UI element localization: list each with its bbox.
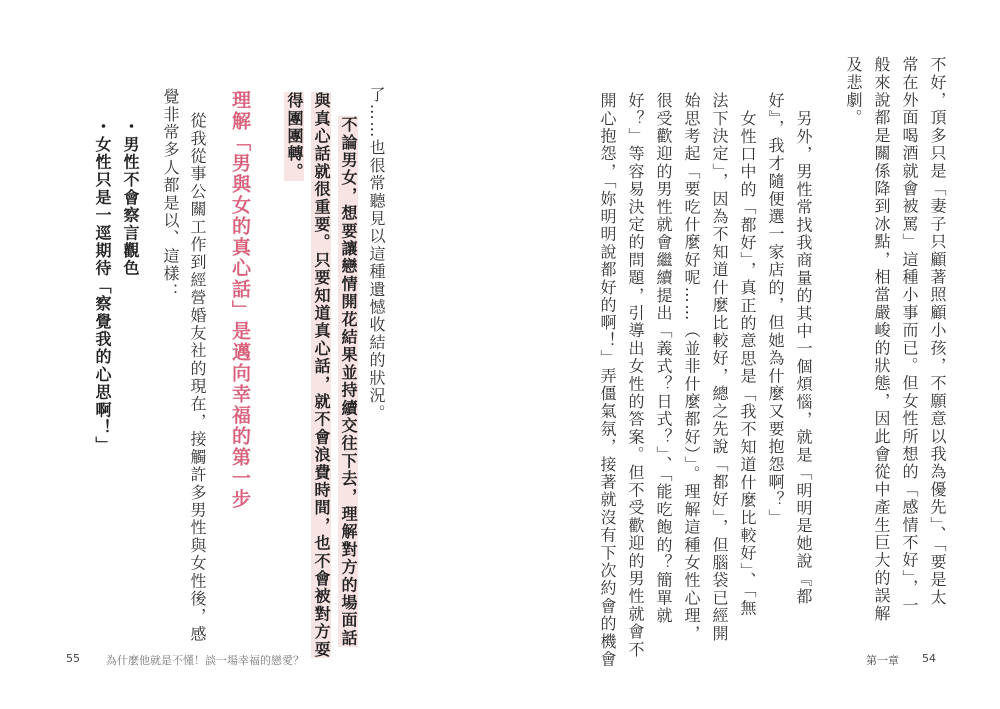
body-column: 開心抱怨，「妳明明說都好的啊！」弄僵氣氛，接著就沒有下次約會的機會 (598, 92, 617, 669)
right-page (500, 0, 1000, 709)
body-column: 很受歡迎的男性就會繼續提出「義式？日式？」、「能吃飽的？簡單就 (654, 92, 673, 625)
body-column: 不好，頂多只是「妻子只顧著照顧小孩，不願意以我為優先」、「要是太 (928, 56, 947, 607)
intro-column: 了……也很常聽見以這種遺憾收結的狀況。 (367, 86, 386, 423)
page-number: 54 (922, 652, 936, 665)
highlight-column: 與真心話就很重要。只要知道真心話，就不會浪費時間，也不會被對方耍 (312, 92, 331, 659)
bullet-item: ・女性只是一逕期待「察覺我的心思啊！」 (93, 118, 112, 455)
body-column: 從我從事公關工作到經營婚友社的現在，接觸許多男性與女性後，感 (188, 112, 207, 643)
body-column: 女性口中的「都好」，真正的意思是「我不知道什麼比較好」、「無 (738, 110, 757, 617)
section-heading: 理解「男與女的真心話」是邁向幸福的第一步 (229, 90, 251, 510)
highlight-column: 不論男女，想要讓戀情開花結果並持續交往下去，理解對方的場面話 (339, 116, 358, 647)
book-title-running-head: 為什麼他就是不懂！談一場幸福的戀愛？ (106, 654, 304, 667)
highlight-column: 得團團轉。 (285, 92, 304, 181)
body-column: 般來說都是關係降到冰點，相當嚴峻的狀態，因此會從中產生巨大的誤解 (872, 56, 891, 623)
bullet-item: ・男性不會察言觀色 (121, 118, 140, 278)
body-column: 好？」等容易決定的問題，引導出女性的答案。但不受歡迎的男性就會不 (626, 92, 645, 659)
body-column: 覺非常多人都是以、這樣： (161, 88, 180, 301)
page-number: 55 (66, 652, 80, 665)
body-column: 常在外面喝酒就會被罵」這種小事而已。但女性所想的「感情不好」，一 (900, 56, 919, 615)
body-column: 及悲劇。 (844, 56, 863, 127)
body-column: 始思考起「要吃什麼好呢……（並非什麼都好）」。理解這種女性心理， (682, 92, 701, 643)
body-column: 好』，我才隨便選一家店的，但她為什麼又要抱怨啊？」 (766, 92, 785, 527)
body-column: 另外，男性常找我商量的其中一個煩惱，就是「明明是她說『都 (794, 110, 813, 606)
chapter-label: 第一章 (866, 654, 899, 667)
body-column: 法下決定」，因為不知道什麼比較好，總之先說「都好」，但腦袋已經開 (710, 92, 729, 643)
